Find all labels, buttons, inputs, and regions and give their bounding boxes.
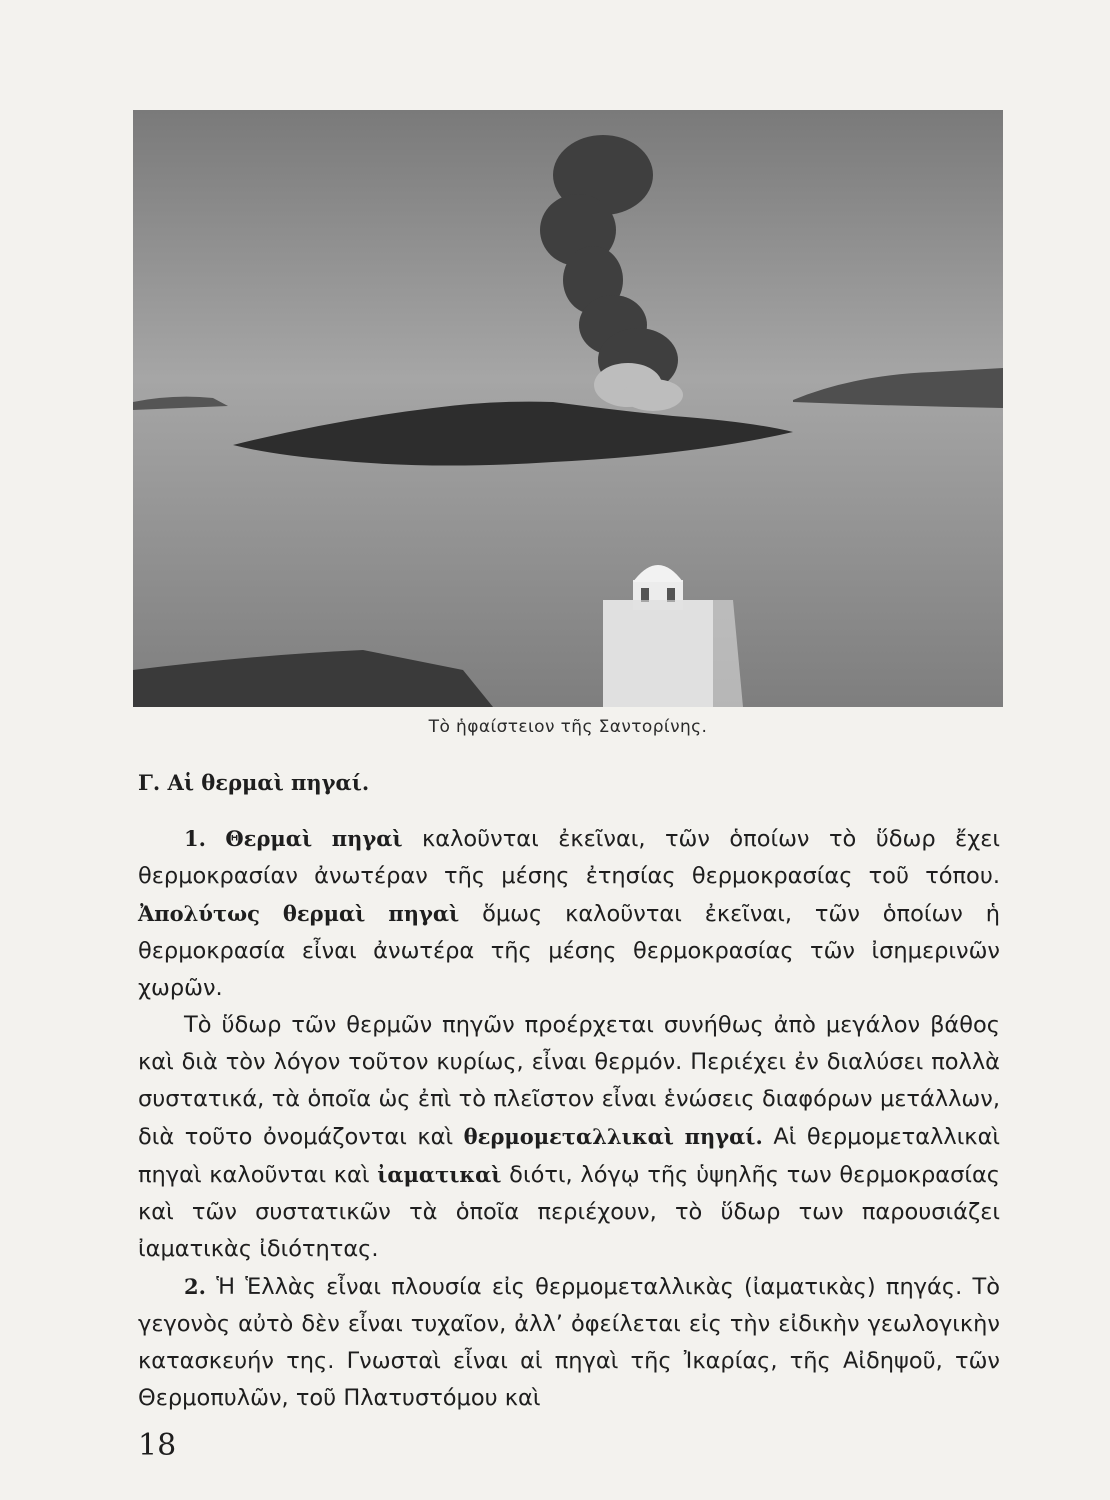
term-thermometallic-springs: θερμομεταλλικαὶ πηγαί. — [463, 1124, 763, 1149]
paragraph-3-text: Ἡ Ἑλλὰς εἶναι πλουσία εἰς θερμομεταλλικὰς (ἰαματικὰς) πηγάς. Τὸ γεγονὸς αὐτὸ δὲν εἶναι τυχαῖον, ἀλλ’ ὀφείλεται εἰς τὴν εἰδικὴν γεωλογικὴν κατασκευήν της. Γνωσταὶ εἶναι αἱ πηγαὶ τῆς Ἰκαρίας, τῆς Αἰδηψοῦ, τῶν Θερμοπυλῶν, τοῦ Πλατυστόμου καὶ — [138, 1274, 1000, 1411]
term-thermal-springs: Θερμαὶ πηγαὶ — [225, 826, 403, 851]
paragraph-2 — [138, 1007, 1000, 1268]
paragraph-2-text-c: διότι, λόγῳ τῆς ὑψηλῆς των θερμοκρασίας καὶ τῶν συστατικῶν τὰ ὁποῖα περιέχουν, τὸ ὕδωρ των παρουσιάζει ἰαματικὰς ἰδιότητας. — [138, 1162, 1000, 1262]
volcano-eruption-photo-icon — [133, 110, 1003, 707]
term-absolutely-thermal-springs: Ἀπολύτως θερμαὶ πηγαὶ — [138, 901, 460, 926]
photo-caption: Τὸ ἡφαίστειον τῆς Σαντορίνης. — [428, 717, 708, 737]
section-heading: Γ. Αἱ θερμαὶ πηγαί. — [138, 770, 370, 795]
term-healing: ἰαματικαὶ — [377, 1162, 502, 1187]
volcano-photo — [133, 110, 1003, 707]
body-text — [138, 820, 1000, 1417]
paragraph-1-text-b: ὅμως καλοῦνται ἐκεῖναι, τῶν ὁποίων ἡ θερμοκρασία εἶναι ἀνωτέρα τῆς μέσης θερμοκρασίας τῶν ἰσημερινῶν χωρῶν. — [138, 901, 1000, 1001]
paragraph-1-text-a: καλοῦνται ἐκεῖναι, τῶν ὁποίων τὸ ὕδωρ ἔχει θερμοκρασίαν ἀνωτέραν τῆς μέσης ἐτησίας θερμοκρασίας τοῦ τόπου. — [138, 826, 1000, 889]
paragraph-2-text-b: Αἱ θερμομεταλλικαὶ πηγαὶ καλοῦνται καὶ — [138, 1124, 1001, 1188]
page-number: 18 — [138, 1428, 177, 1463]
paragraph-3 — [138, 1268, 1000, 1417]
paragraph-3-number: 2. — [184, 1274, 206, 1299]
paragraph-1-number: 1. — [184, 826, 206, 851]
paragraph-2-text-a: Τὸ ὕδωρ τῶν θερμῶν πηγῶν προέρχεται συνήθως ἀπὸ μεγάλον βάθος καὶ διὰ τὸν λόγον τοῦτον κυρίως, εἶναι θερμόν. Περιέχει ἐν διαλύσει πολλὰ συστατικά, τὰ ὁποῖα ὡς ἐπὶ τὸ πλεῖστον εἶναι ἑνώσεις διαφόρων μετάλλων, διὰ τοῦτο ὀνομάζονται καὶ — [138, 1012, 1000, 1150]
paragraph-1 — [138, 820, 1000, 1007]
